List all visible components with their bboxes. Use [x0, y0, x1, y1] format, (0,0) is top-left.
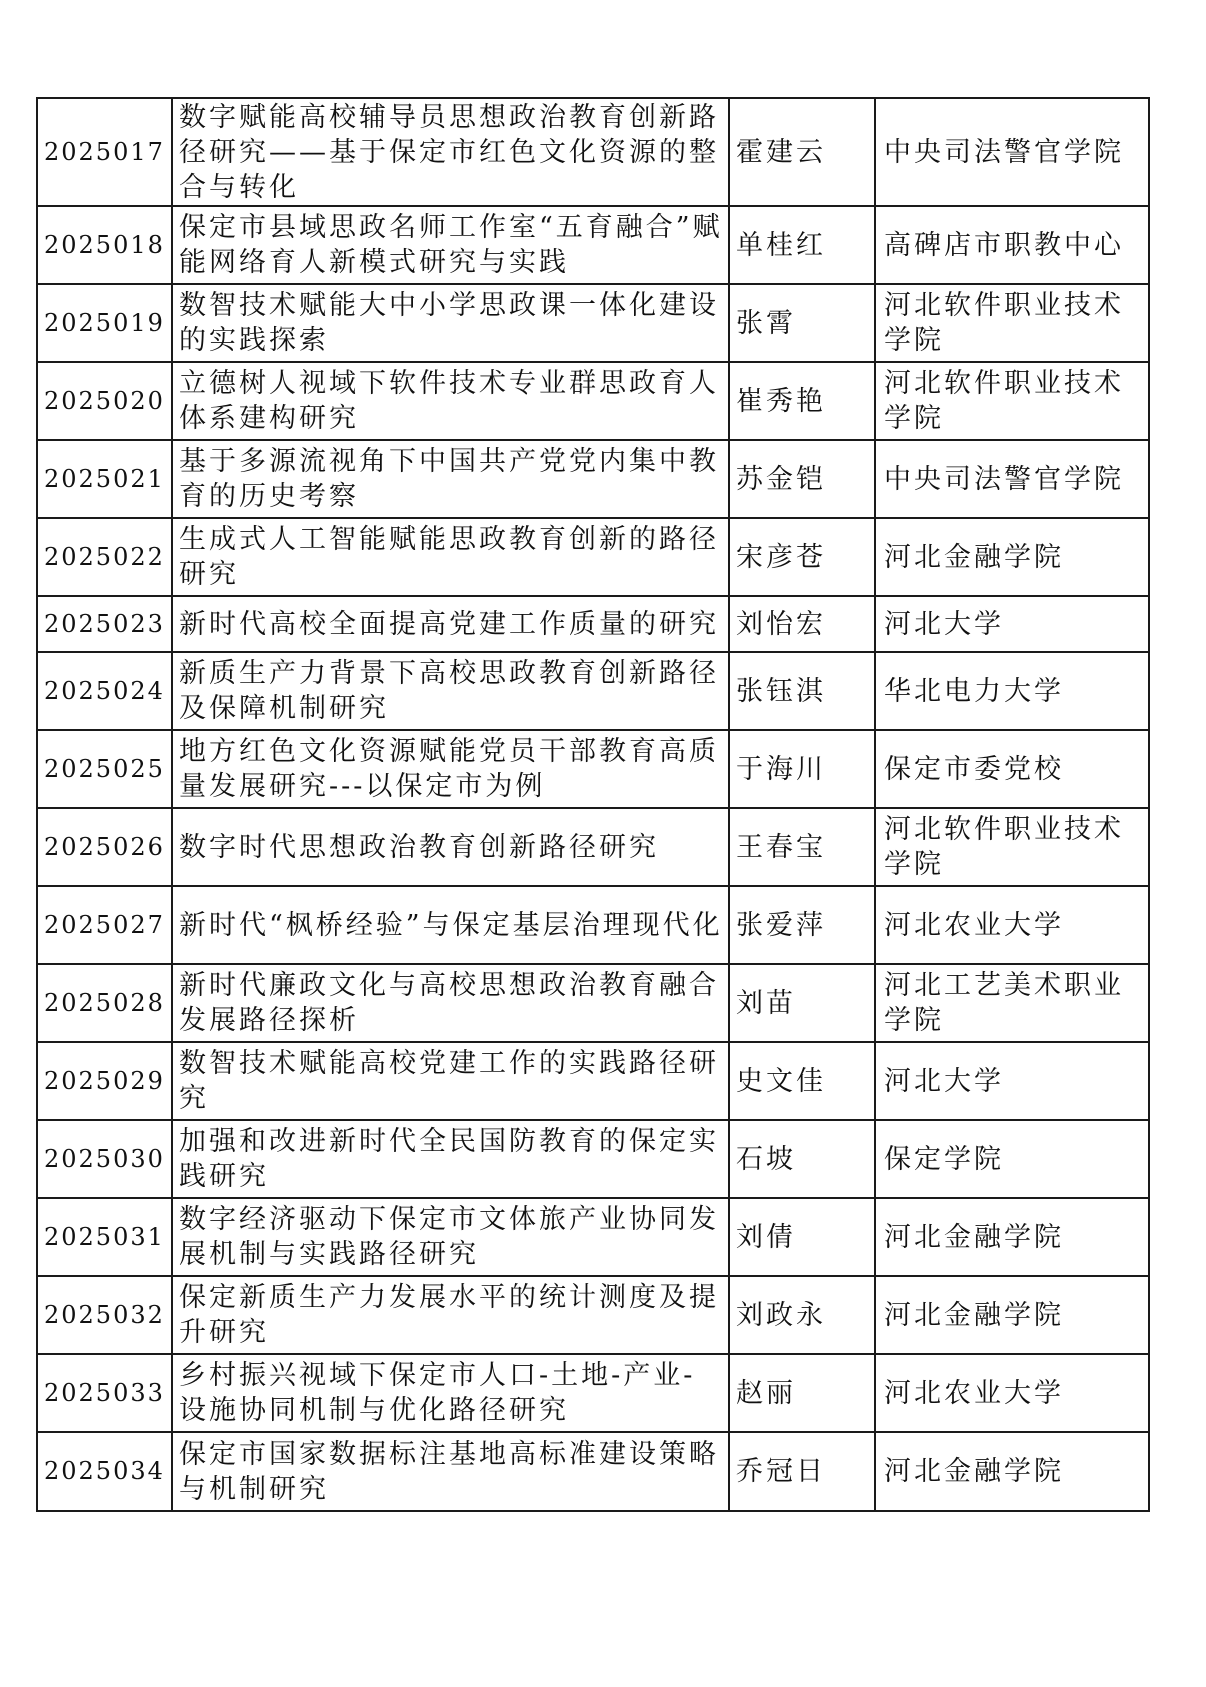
project-leader: 乔冠日: [729, 1432, 875, 1511]
project-unit: 河北金融学院: [875, 518, 1149, 596]
project-title: 新时代廉政文化与高校思想政治教育融合发展路径探析: [172, 964, 729, 1042]
table-row: [37, 206, 1149, 284]
project-title: 新时代高校全面提高党建工作质量的研究: [172, 596, 729, 652]
table-row: [37, 284, 1149, 362]
table-row: [37, 730, 1149, 808]
project-title: 保定市县域思政名师工作室“五育融合”赋能网络育人新模式研究与实践: [172, 206, 729, 284]
project-id: 2025023: [37, 596, 172, 652]
project-unit: 河北软件职业技术学院: [875, 284, 1149, 362]
project-table: [36, 97, 1150, 1512]
project-unit: 保定学院: [875, 1120, 1149, 1198]
table-row: [37, 886, 1149, 964]
project-unit: 河北工艺美术职业学院: [875, 964, 1149, 1042]
project-leader: 苏金铠: [729, 440, 875, 518]
project-title: 数智技术赋能大中小学思政课一体化建设的实践探索: [172, 284, 729, 362]
project-leader: 刘苗: [729, 964, 875, 1042]
project-leader: 王春宝: [729, 808, 875, 886]
table-row: [37, 1042, 1149, 1120]
project-unit: 河北金融学院: [875, 1198, 1149, 1276]
project-unit: 河北大学: [875, 1042, 1149, 1120]
project-leader: 宋彦苍: [729, 518, 875, 596]
project-unit: 华北电力大学: [875, 652, 1149, 730]
project-title: 生成式人工智能赋能思政教育创新的路径研究: [172, 518, 729, 596]
project-id: 2025022: [37, 518, 172, 596]
project-leader: 刘政永: [729, 1276, 875, 1354]
table-row: [37, 98, 1149, 206]
project-id: 2025031: [37, 1198, 172, 1276]
project-id: 2025032: [37, 1276, 172, 1354]
project-title: 乡村振兴视域下保定市人口-土地-产业-设施协同机制与优化路径研究: [172, 1354, 729, 1432]
project-title: 数字经济驱动下保定市文体旅产业协同发展机制与实践路径研究: [172, 1198, 729, 1276]
project-id: 2025024: [37, 652, 172, 730]
project-id: 2025033: [37, 1354, 172, 1432]
project-unit: 河北软件职业技术学院: [875, 362, 1149, 440]
table-row: [37, 1432, 1149, 1511]
project-leader: 赵丽: [729, 1354, 875, 1432]
project-leader: 张钰淇: [729, 652, 875, 730]
project-id: 2025027: [37, 886, 172, 964]
project-leader: 单桂红: [729, 206, 875, 284]
project-leader: 张爱萍: [729, 886, 875, 964]
project-id: 2025017: [37, 98, 172, 206]
project-title: 数字时代思想政治教育创新路径研究: [172, 808, 729, 886]
project-id: 2025026: [37, 808, 172, 886]
project-leader: 史文佳: [729, 1042, 875, 1120]
table-row: [37, 596, 1149, 652]
project-title: 数字赋能高校辅导员思想政治教育创新路径研究——基于保定市红色文化资源的整合与转化: [172, 98, 729, 206]
project-id: 2025018: [37, 206, 172, 284]
project-title: 保定市国家数据标注基地高标准建设策略与机制研究: [172, 1432, 729, 1511]
project-title: 新质生产力背景下高校思政教育创新路径及保障机制研究: [172, 652, 729, 730]
table-row: [37, 964, 1149, 1042]
project-leader: 张霄: [729, 284, 875, 362]
project-unit: 高碑店市职教中心: [875, 206, 1149, 284]
project-id: 2025020: [37, 362, 172, 440]
project-unit: 河北金融学院: [875, 1432, 1149, 1511]
project-title: 保定新质生产力发展水平的统计测度及提升研究: [172, 1276, 729, 1354]
project-id: 2025019: [37, 284, 172, 362]
table-row: [37, 1354, 1149, 1432]
project-title: 数智技术赋能高校党建工作的实践路径研究: [172, 1042, 729, 1120]
project-title: 基于多源流视角下中国共产党党内集中教育的历史考察: [172, 440, 729, 518]
project-unit: 河北软件职业技术学院: [875, 808, 1149, 886]
project-id: 2025021: [37, 440, 172, 518]
project-title: 新时代“枫桥经验”与保定基层治理现代化: [172, 886, 729, 964]
project-leader: 崔秀艳: [729, 362, 875, 440]
project-unit: 河北农业大学: [875, 886, 1149, 964]
project-id: 2025028: [37, 964, 172, 1042]
project-unit: 中央司法警官学院: [875, 440, 1149, 518]
table-row: [37, 440, 1149, 518]
project-id: 2025034: [37, 1432, 172, 1511]
project-unit: 保定市委党校: [875, 730, 1149, 808]
project-leader: 霍建云: [729, 98, 875, 206]
project-id: 2025030: [37, 1120, 172, 1198]
project-leader: 于海川: [729, 730, 875, 808]
project-unit: 河北大学: [875, 596, 1149, 652]
table-row: [37, 362, 1149, 440]
table-row: [37, 1276, 1149, 1354]
project-title: 立德树人视域下软件技术专业群思政育人体系建构研究: [172, 362, 729, 440]
project-title: 地方红色文化资源赋能党员干部教育高质量发展研究---以保定市为例: [172, 730, 729, 808]
project-unit: 河北金融学院: [875, 1276, 1149, 1354]
project-title: 加强和改进新时代全民国防教育的保定实践研究: [172, 1120, 729, 1198]
project-unit: 中央司法警官学院: [875, 98, 1149, 206]
table-row: [37, 652, 1149, 730]
table-row: [37, 1120, 1149, 1198]
project-leader: 刘怡宏: [729, 596, 875, 652]
table-row: [37, 808, 1149, 886]
table-row: [37, 1198, 1149, 1276]
project-leader: 刘倩: [729, 1198, 875, 1276]
project-leader: 石坡: [729, 1120, 875, 1198]
project-unit: 河北农业大学: [875, 1354, 1149, 1432]
table-row: [37, 518, 1149, 596]
project-id: 2025025: [37, 730, 172, 808]
project-id: 2025029: [37, 1042, 172, 1120]
